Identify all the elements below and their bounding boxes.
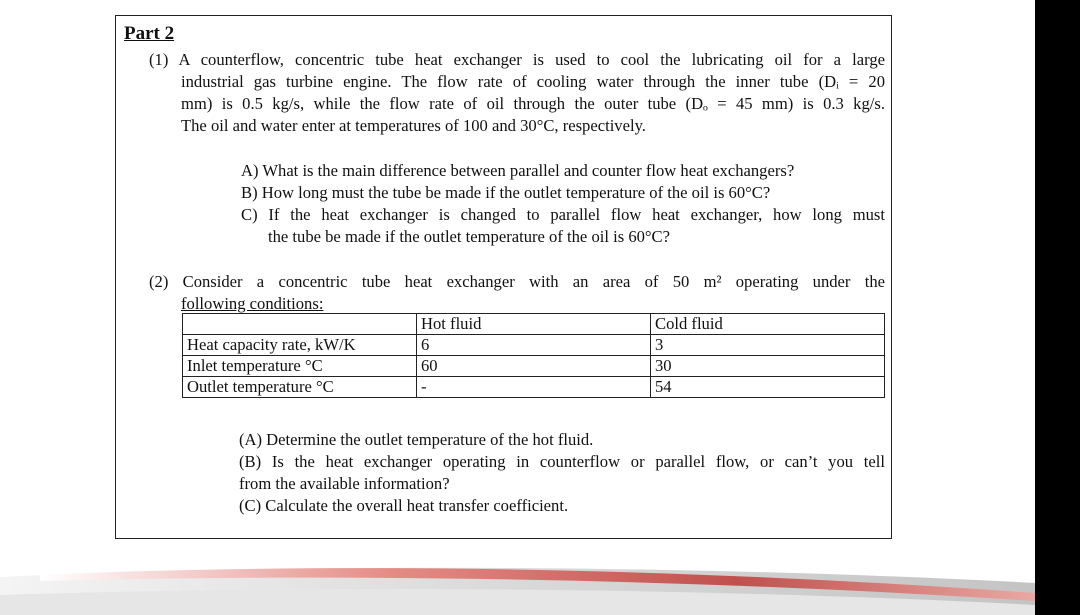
table-cell: 6 <box>417 335 651 356</box>
table-cell: Heat capacity rate, kW/K <box>183 335 417 356</box>
table-cell: Inlet temperature °C <box>183 356 417 377</box>
q1-line-1: (1) A counterflow, concentric tube heat exchanger is used to cool the lubricating oil for a large <box>149 50 885 69</box>
q1-line-4: The oil and water enter at temperatures of 100 and 30°C, respectively. <box>181 116 646 135</box>
q1-line-3: mm) is 0.5 kg/s, while the flow rate of oil through the outer tube (Dₒ = 45 mm) is 0.3 kg/s. <box>181 94 885 113</box>
conditions-table <box>182 313 885 398</box>
q2-sub-a: (A) Determine the outlet temperature of the hot fluid. <box>239 430 594 449</box>
table-cell: 60 <box>417 356 651 377</box>
table-header-cell <box>183 314 417 335</box>
table-row <box>183 335 885 356</box>
table-header-cold: Cold fluid <box>651 314 885 335</box>
q2-sub-b-cont: from the available information? <box>239 474 450 493</box>
q2-sub-b: (B) Is the heat exchanger operating in counterflow or parallel flow, or can’t you tell <box>239 452 885 471</box>
decorative-footer-swoosh <box>0 555 1035 615</box>
q1-sub-b: B) How long must the tube be made if the outlet temperature of the oil is 60°C? <box>241 183 771 202</box>
table-cell: 3 <box>651 335 885 356</box>
q1-sub-a: A) What is the main difference between parallel and counter flow heat exchangers? <box>241 161 795 180</box>
q1-sub-c: C) If the heat exchanger is changed to parallel flow heat exchanger, how long must <box>241 205 885 224</box>
table-header-hot: Hot fluid <box>417 314 651 335</box>
q2-sub-c: (C) Calculate the overall heat transfer coefficient. <box>239 496 569 515</box>
part-title: Part 2 <box>124 23 175 44</box>
table-cell: Outlet temperature °C <box>183 377 417 398</box>
table-row <box>183 377 885 398</box>
q2-line-1: (2) Consider a concentric tube heat exchanger with an area of 50 m² operating under the <box>149 272 885 291</box>
q1-line-2: industrial gas turbine engine. The flow rate of cooling water through the inner tube (Dᵢ = 20 <box>181 72 885 91</box>
question-box <box>115 15 892 539</box>
table-cell: 54 <box>651 377 885 398</box>
q1-sub-c-cont: the tube be made if the outlet temperature of the oil is 60°C? <box>268 227 670 246</box>
table-header-row <box>183 314 885 335</box>
table-row <box>183 356 885 377</box>
table-cell: - <box>417 377 651 398</box>
table-cell: 30 <box>651 356 885 377</box>
q2-line-2: following conditions: <box>181 294 324 313</box>
